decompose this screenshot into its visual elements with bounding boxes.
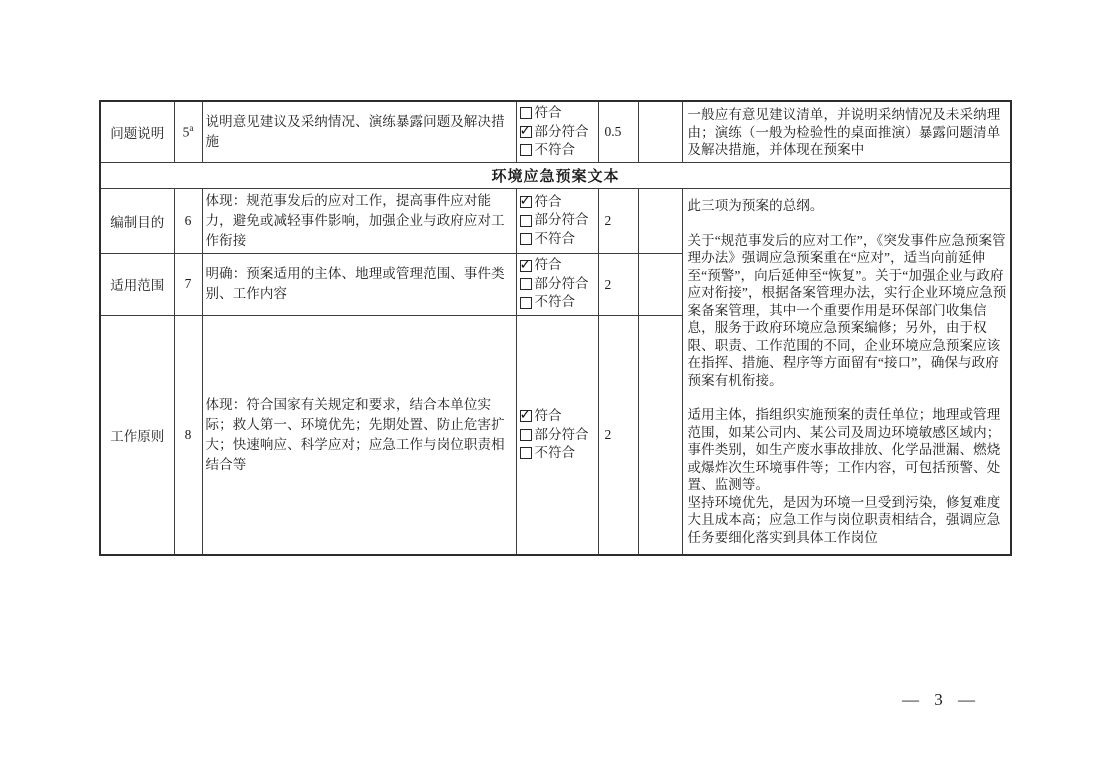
score-cell: 2 — [598, 188, 638, 253]
checkbox-option — [520, 256, 597, 275]
checkbox-option — [520, 123, 597, 142]
checkbox-label: 部分符合 — [534, 426, 589, 442]
checkbox-option — [520, 230, 597, 249]
checkbox-option — [520, 293, 597, 312]
score-cell: 0.5 — [598, 101, 638, 162]
checkbox-option — [520, 104, 597, 123]
item-name-cell: 问题说明 — [100, 101, 174, 162]
checkbox-icon — [520, 297, 532, 309]
item-number-cell — [174, 188, 202, 253]
checkbox-label: 部分符合 — [534, 123, 589, 139]
conformity-options-cell — [516, 101, 598, 162]
checkbox-label: 不符合 — [534, 445, 575, 460]
score-cell: 2 — [598, 315, 638, 555]
checkbox-icon — [520, 410, 532, 422]
conformity-options-cell — [516, 188, 598, 253]
empty-score-cell — [638, 188, 682, 253]
item-number-cell — [174, 253, 202, 315]
checkbox-icon — [520, 233, 532, 245]
item-number-cell — [174, 101, 202, 162]
empty-score-cell — [638, 101, 682, 162]
checkbox-icon — [520, 196, 532, 208]
requirement-cell: 明确：预案适用的主体、地理或管理范围、事件类别、工作内容 — [202, 253, 516, 315]
remark-paragraph: 此三项为预案的总纲。 — [687, 198, 824, 214]
checkbox-icon — [520, 126, 532, 138]
footnote-marker: a — [189, 123, 194, 133]
checkbox-icon — [520, 107, 532, 119]
requirement-cell: 体现：规范事发后的应对工作，提高事件应对能力，避免或减轻事件影响，加强企业与政府应对工作衔接 — [202, 188, 516, 253]
checkbox-option — [520, 193, 597, 212]
checkbox-option — [520, 211, 597, 230]
checkbox-option — [520, 444, 597, 463]
requirement-cell: 体现：符合国家有关规定和要求，结合本单位实际；救人第一、环境优先；先期处置、防止危害扩大；快速响应、科学应对；应急工作与岗位职责相结合等 — [202, 315, 516, 555]
remark-cell: 一般应有意见建议清单，并说明采纳情况及未采纳理由；演练（一般为检验性的桌面推演）暴露问题清单及解决措施，并体现在预案中 — [682, 101, 1011, 162]
item-number-cell — [174, 315, 202, 555]
checkbox-icon — [520, 144, 532, 156]
checkbox-icon — [520, 260, 532, 272]
remark-paragraph: 坚持环境优先，是因为环境一旦受到污染，修复难度大且成本高；应急工作与岗位职责相结合，强调应急任务要细化落实到具体工作岗位 — [687, 494, 1001, 545]
checkbox-label: 不符合 — [534, 142, 575, 157]
checkbox-label: 部分符合 — [534, 275, 589, 291]
checkbox-label: 符合 — [534, 408, 562, 423]
checkbox-label: 符合 — [534, 257, 562, 273]
checkbox-option — [520, 141, 597, 160]
item-number: 7 — [184, 276, 192, 291]
checkbox-icon — [520, 278, 532, 290]
checkbox-option — [520, 407, 597, 426]
item-name-cell: 适用范围 — [100, 253, 174, 315]
item-name-cell: 工作原则 — [100, 315, 174, 555]
remark-paragraph: 适用主体，指组织实施预案的责任单位；地理或管理范围，如某公司内、某公司及周边环境敏感区域内；事件类别，如生产废水事故排放、化学品泄漏、燃烧或爆炸次生环境事件等；工作内容，可包括预警、处置、监测等。 — [687, 407, 1001, 493]
section-header-row — [100, 162, 1011, 188]
empty-score-cell — [638, 253, 682, 315]
table-row — [100, 101, 1011, 162]
section-header: 环境应急预案文本 — [100, 162, 1011, 188]
checkbox-label: 符合 — [534, 105, 562, 120]
score-cell: 2 — [598, 253, 638, 315]
merged-remark-cell — [682, 188, 1011, 555]
item-number: 8 — [184, 426, 192, 442]
checkbox-icon — [520, 215, 532, 227]
assessment-table — [99, 100, 1012, 556]
checkbox-icon — [520, 447, 532, 459]
checkbox-label: 不符合 — [534, 294, 575, 310]
requirement-cell: 说明意见建议及采纳情况、演练暴露问题及解决措施 — [202, 101, 516, 162]
table-row — [100, 188, 1011, 253]
conformity-options-cell — [516, 253, 598, 315]
item-number: 6 — [184, 212, 192, 228]
checkbox-label: 符合 — [534, 193, 562, 209]
checkbox-option — [520, 275, 597, 294]
checkbox-label: 不符合 — [534, 230, 575, 246]
remark-paragraph: 关于“规范事发后的应对工作”，《突发事件应急预案管理办法》强调应急预案重在“应对”，适当向前延伸至“预警”，向后延伸至“恢复”。关于“加强企业与政府应对衔接”，根据备案管理办法，实行企业环境应急预案备案管理，其中一个重要作用是环保部门收集信息，服务于政府环境应急预案编修；另外，由于权限、职责、工作范围的不同，企业环境应急预案应该在指挥、措施、程序等方面留有“接口”，确保与政府预案有机衔接。 — [687, 232, 1007, 388]
checkbox-label: 部分符合 — [534, 212, 589, 228]
empty-score-cell — [638, 315, 682, 555]
item-number: 5 — [182, 124, 190, 140]
page-number: — 3 — — [902, 690, 976, 709]
checkbox-icon — [520, 429, 532, 441]
conformity-options-cell — [516, 315, 598, 555]
item-name-cell: 编制目的 — [100, 188, 174, 253]
checkbox-option — [520, 426, 597, 445]
